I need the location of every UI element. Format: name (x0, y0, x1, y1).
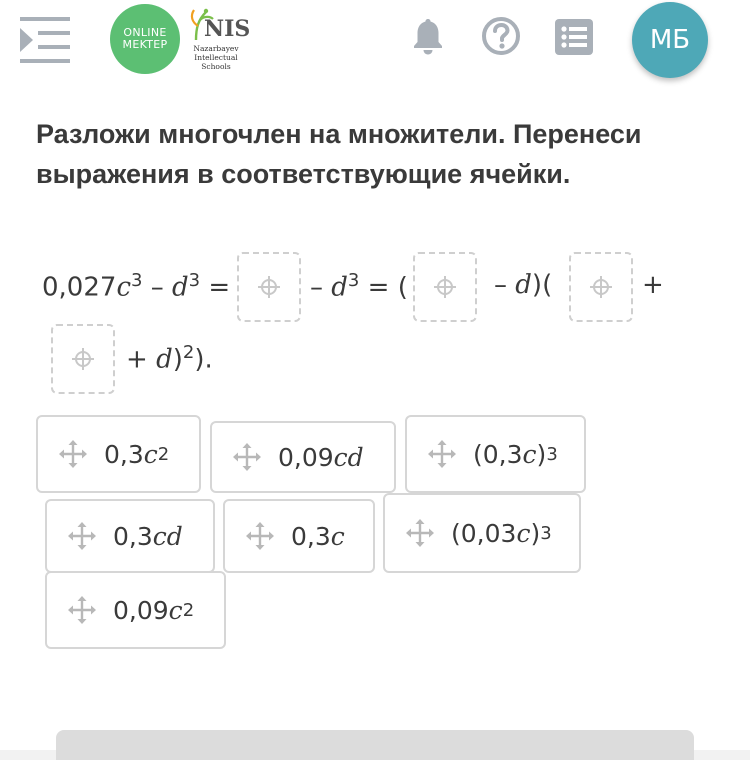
expr-end: ). (194, 344, 213, 375)
chip-exp: 2 (182, 599, 195, 621)
expr-paren: ) (172, 344, 183, 375)
check-button[interactable] (56, 730, 694, 760)
chip-exp: 2 (157, 443, 170, 465)
chip-coef: 0,3 (113, 521, 153, 551)
chip-coef: 0,09 (113, 595, 169, 625)
chip-var: cd (333, 442, 364, 472)
user-avatar[interactable] (632, 2, 708, 78)
drop-zone-2[interactable] (413, 252, 477, 322)
expr-var-c: c (116, 272, 131, 303)
chip-coef: 0,09 (278, 442, 334, 472)
chip-var: c (516, 518, 531, 548)
expression-part-5 (126, 342, 213, 375)
answer-chip[interactable] (45, 571, 226, 649)
move-icon (67, 521, 97, 551)
chip-coef: 0,3 (291, 521, 331, 551)
chip-var: c (330, 521, 345, 551)
target-icon (70, 346, 96, 372)
nis-line1: Nazarbayev (193, 44, 239, 53)
answer-chip[interactable] (223, 499, 375, 573)
expression-part-1 (42, 270, 230, 303)
expr-exp: 3 (347, 270, 360, 291)
move-icon (58, 439, 88, 469)
answer-chip[interactable] (36, 415, 201, 493)
nis-word: NIS (204, 16, 251, 42)
expr-equals: = ( (359, 272, 408, 303)
target-icon (256, 274, 282, 300)
chip-var: c (168, 595, 183, 625)
question-text: Разложи многочлен на множители. Перенеси выражения в соответствующие ячейки. (36, 119, 642, 189)
chip-coef: 0,3 (482, 439, 523, 469)
expr-coef: 0,027 (42, 272, 117, 303)
online-mektep-logo[interactable] (110, 4, 180, 74)
target-icon (432, 274, 458, 300)
expr-plus: + (126, 344, 157, 375)
target-icon (588, 274, 614, 300)
move-icon (405, 518, 435, 548)
expr-exp: 3 (131, 270, 143, 291)
move-icon (232, 442, 262, 472)
expr-plus: + (642, 270, 664, 300)
chip-close: ) (536, 439, 547, 469)
move-icon (427, 439, 457, 469)
chip-open: ( (451, 518, 461, 548)
drop-zone-1[interactable] (237, 252, 301, 322)
chip-var: c (522, 439, 537, 469)
expr-minus: – (494, 270, 516, 300)
expr-var-d: d (515, 270, 532, 300)
list-icon[interactable] (555, 19, 593, 55)
expr-exp: 3 (188, 270, 201, 291)
task-content (0, 104, 750, 750)
nis-line3: Schools (201, 62, 231, 71)
expression-part-3 (494, 270, 552, 300)
expr-equals: = (200, 272, 231, 303)
chip-exp: 3 (546, 443, 558, 465)
chip-var: cd (152, 521, 183, 551)
logo-line2: MEKTEP (122, 38, 168, 51)
chip-close: ) (530, 518, 541, 548)
expr-var-d: d (171, 272, 189, 303)
chip-open: ( (473, 439, 483, 469)
expr-minus: – (142, 272, 172, 303)
answer-chip[interactable] (45, 499, 215, 573)
expression-part-4 (642, 270, 664, 300)
expression-part-2 (310, 270, 408, 303)
logo-line1: ONLINE (123, 26, 167, 39)
expr-var-d: d (156, 344, 173, 375)
bell-icon[interactable] (408, 16, 448, 56)
expr-var-d: d (331, 272, 348, 303)
chip-coef: 0,03 (460, 518, 517, 548)
drop-zone-3[interactable] (569, 252, 633, 322)
move-icon (67, 595, 97, 625)
nis-subtitle (184, 44, 248, 71)
expr-exp: 2 (182, 342, 195, 363)
expr-minus: – (310, 272, 332, 303)
chip-var: c (143, 439, 158, 469)
drop-zone-4[interactable] (51, 324, 115, 394)
avatar-initials: МБ (649, 25, 691, 55)
help-icon[interactable] (481, 16, 521, 56)
menu-icon[interactable] (20, 17, 70, 63)
answer-chip[interactable] (383, 493, 581, 573)
answer-chip[interactable] (210, 421, 396, 493)
chip-exp: 3 (540, 522, 552, 544)
top-bar (0, 0, 750, 104)
expr-paren: )( (531, 270, 553, 300)
nis-logo (184, 6, 251, 76)
answer-chip[interactable] (405, 415, 586, 493)
chip-coef: 0,3 (104, 439, 144, 469)
move-icon (245, 521, 275, 551)
nis-line2: Intellectual (194, 53, 238, 62)
